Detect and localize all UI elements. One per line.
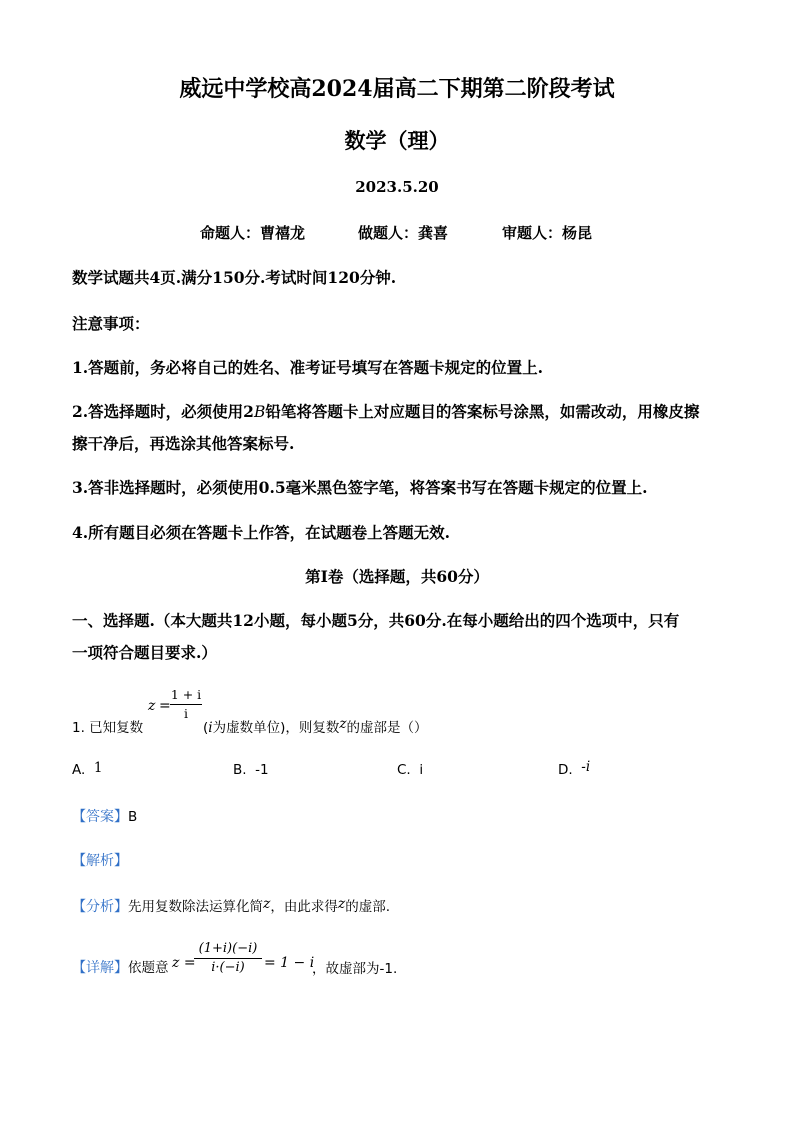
fraction-bar [170,704,202,705]
option-d-value: -i [581,759,591,775]
exam-title: 威远中学校高2024届高二下期第二阶段考试 [179,76,615,102]
fenxi-z2: z [337,896,346,912]
answer-line [72,806,137,826]
option-a [72,762,102,778]
fraction-denominator: i [184,705,188,721]
detail-numerator: (1+i)(−i) [198,941,258,956]
detail-tag: 【详解】 [72,960,128,976]
section-heading-line1: 一、选择题.（本大题共12小题，每小题5分，共60分.在每小题给出的四个选项中，只有 [72,611,680,630]
note-item-1: 1.答题前，务必将自己的姓名、准考证号填写在答题卡规定的位置上. [72,358,544,377]
option-c [397,762,423,778]
fenxi-line [72,895,390,916]
option-d-label: D. [558,762,573,778]
question-1-paren: ( [203,720,209,736]
detail-denominator: i·(−i) [211,960,245,976]
question-1-prefix: 1. 已知复数 [72,720,144,736]
detail-text-1: 依题意 [128,960,169,976]
question-1-fraction [170,688,202,721]
question-1-i: i [208,720,213,736]
note-item-2-part1: 2.答选择题时，必须使用2 [72,402,254,421]
detail-z: z = [172,955,196,971]
question-1-z2: z [339,716,347,732]
option-c-label: C. [397,762,411,778]
detail-line-start [72,956,169,977]
note-item-4: 4.所有题目必须在答题卡上作答，在试题卷上答题无效. [72,523,451,542]
intro-text: 数学试题共4页.满分150分.考试时间120分钟. [72,268,397,287]
fenxi-text-1: 先用复数除法运算化简 [128,899,263,915]
notes-heading: 注意事项： [72,314,150,333]
detail-text-2: ，故虚部为-1. [312,961,398,977]
note-item-3: 3.答非选择题时，必须使用0.5毫米黑色签字笔，将答案书写在答题卡规定的位置上. [72,478,648,497]
fenxi-text-3: 的虚部. [345,899,391,915]
note-item-2-line2: 擦干净后，再选涂其他答案标号. [72,434,295,453]
subject-title: 数学（理） [344,128,450,153]
fenxi-tag: 【分析】 [72,899,128,915]
question-1-z: z [148,698,156,714]
pencil-grade: B [253,403,266,421]
section-title: 第Ⅰ卷（选择题，共60分） [305,567,489,586]
option-d [558,759,591,778]
detail-fraction [194,942,262,976]
question-1-middle-text: 为虚数单位)，则复数 [212,720,340,736]
answer-tag: 【答案】 [72,809,128,825]
author-label: 命题人：曹禧龙 [200,224,306,242]
option-a-value: 1 [93,760,103,776]
option-b-label: B. [233,762,247,778]
question-1-middle [203,716,428,736]
exam-date: 2023.5.20 [355,178,439,196]
maker-label: 做题人：龚喜 [358,224,449,242]
detail-fraction-bar [194,958,262,959]
option-c-value: i [419,762,424,778]
fraction-numerator: 1 + i [170,687,202,702]
fenxi-z: z [263,896,271,912]
section-heading-line2: 一项符合题目要求.） [72,643,217,662]
option-a-label: A. [72,762,86,778]
option-b [233,762,269,778]
fenxi-text-2: ，由此求得 [270,899,338,915]
note-item-2-line1 [72,400,699,422]
reviewer-label: 审题人：杨昆 [502,224,593,242]
option-b-value: -1 [255,762,269,778]
question-1-suffix: 的虚部是（） [346,720,428,736]
answer-value: B [128,809,138,825]
analysis-tag: 【解析】 [72,853,128,869]
question-1-eq: = [159,698,171,714]
detail-result: = 1 − i [264,955,315,971]
note-item-2-part2: 铅笔将答题卡上对应题目的答案标号涂黑，如需改动，用橡皮擦 [265,402,700,421]
